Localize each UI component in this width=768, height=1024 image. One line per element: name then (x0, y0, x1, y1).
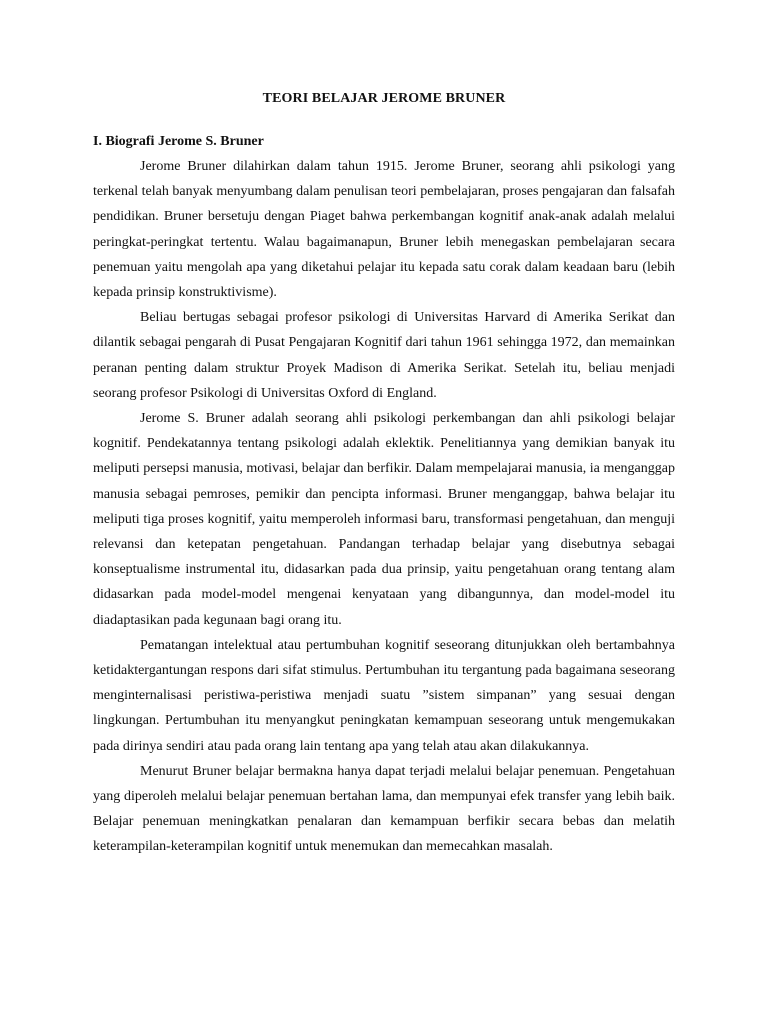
paragraph-intellectual-growth: Pematangan intelektual atau pertumbuhan kognitif seseorang ditunjukkan oleh bertambahnya ketidaktergantungan respons dari sifat stimulus. Pertumbuhan itu tergantung pada bagaimana seseorang menginternalisasi peristiwa-peristiwa menjadi suatu ”sistem simpanan” yang sesuai dengan lingkungan. Pertumbuhan itu menyangkut peningkatan kemampuan seseorang untuk mengemukakan pada dirinya sendiri atau pada orang lain tentang apa yang telah atau akan dilakukannya. (93, 637, 675, 754)
paragraph-cognitive-approach: Jerome S. Bruner adalah seorang ahli psikologi perkembangan dan ahli psikologi belajar kognitif. Pendekatannya tentang psikologi adalah eklektik. Penelitiannya yang demikian banyak itu meliputi persepsi manusia, motivasi, belajar dan berfikir. Dalam mempelajarai manusia, ia menganggap manusia sebagai pemroses, pemikir dan pencipta informasi. Bruner menganggap, bahwa belajar itu meliputi tiga proses kognitif, yaitu memperoleh informasi baru, transformasi pengetahuan, dan menguji relevansi dan ketepatan pengetahuan. Pandangan terhadap belajar yang disebutnya sebagai konseptualisme instrumental itu, didasarkan pada dua prinsip, yaitu pengetahuan orang tentang alam didasarkan pada model-model mengenai kenyataan yang dibangunnya, dan model-model itu diadaptasikan pada kegunaan bagi orang itu. (93, 411, 675, 628)
paragraph-career: Beliau bertugas sebagai profesor psikologi di Universitas Harvard di Amerika Serikat dan dilantik sebagai pengarah di Pusat Pengajaran Kognitif dari tahun 1961 sehingga 1972, dan memainkan peranan penting dalam struktur Proyek Madison di Amerika Serikat. Setelah itu, beliau menjadi seorang profesor Psikologi di Universitas Oxford di England. (93, 310, 675, 401)
section-heading: I. Biografi Jerome S. Bruner (93, 134, 264, 149)
paragraph-discovery-learning: Menurut Bruner belajar bermakna hanya dapat terjadi melalui belajar penemuan. Pengetahuan yang diperoleh melalui belajar penemuan bertahan lama, dan mempunyai efek transfer yang lebih baik. Belajar penemuan meningkatkan penalaran dan kemampuan berfikir secara bebas dan melatih keterampilan-keterampilan kognitif untuk menemukan dan memecahkan masalah. (93, 763, 675, 855)
document-title: TEORI BELAJAR JEROME BRUNER (262, 91, 506, 106)
document-page (93, 88, 675, 860)
paragraph-birth: Jerome Bruner dilahirkan dalam tahun 1915. Jerome Bruner, seorang ahli psikologi yang terkenal telah banyak menyumbang dalam penulisan teori pembelajaran, proses pengajaran dan falsafah pendidikan. Bruner bersetuju dengan Piaget bahwa perkembangan kognitif anak-anak adalah melalui peringkat-peringkat tertentu. Walau bagaimanapun, Bruner lebih menegaskan pembelajaran secara penemuan yaitu mengolah apa yang diketahui pelajar itu kepada satu corak dalam keadaan baru (lebih kepada prinsip konstruktivisme). (93, 159, 675, 301)
